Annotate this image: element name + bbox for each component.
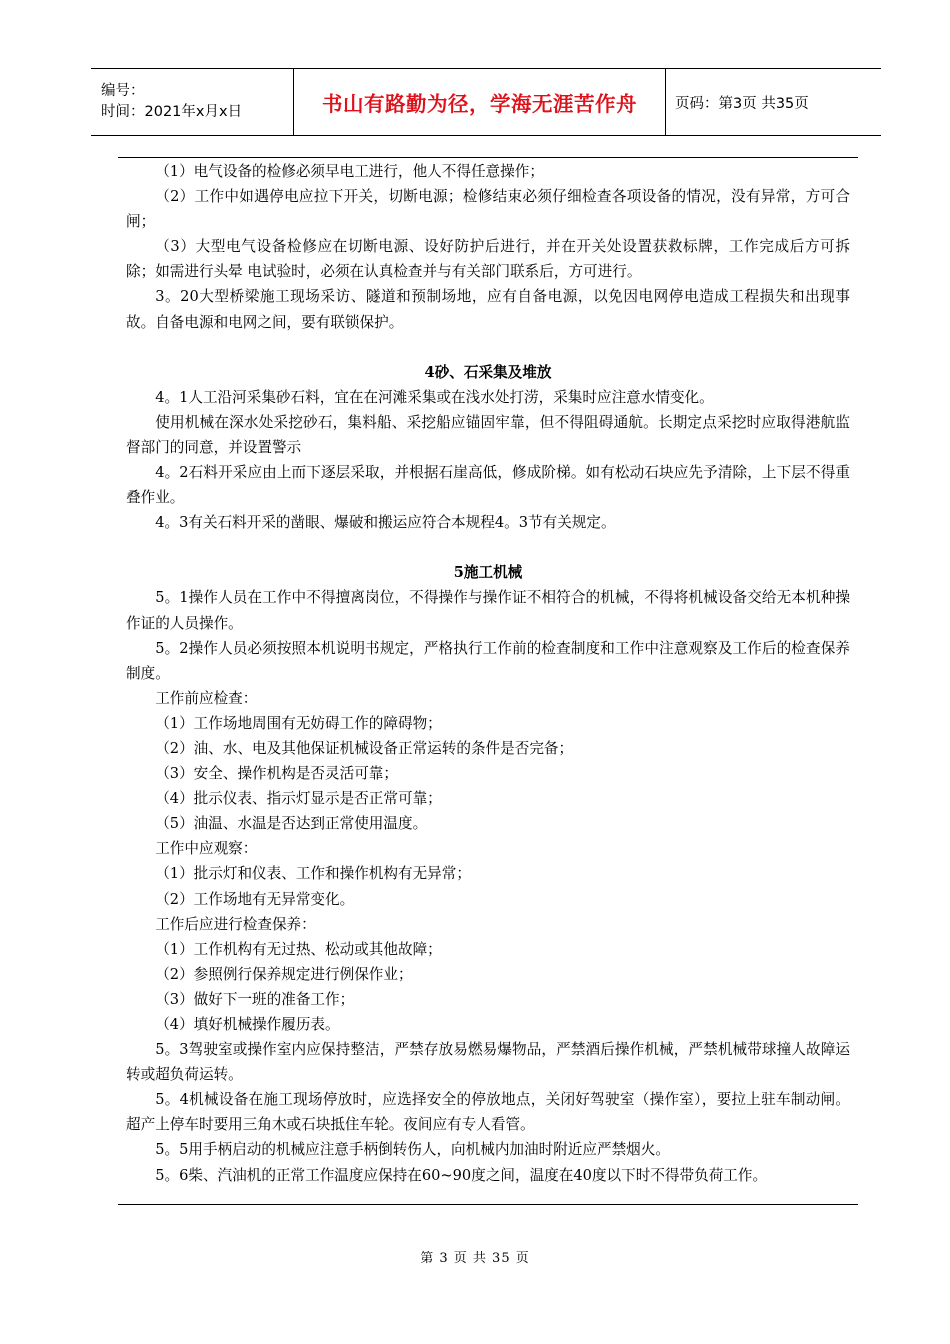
paragraph: 5。2操作人员必须按照本机说明书规定，严格执行工作前的检查制度和工作中注意观察及工作后的检查保养制度。 [126, 639, 850, 682]
list-item: （3）安全、操作机构是否灵活可靠； [155, 765, 398, 783]
bottom-rule [118, 1204, 858, 1205]
list-label-before: 工作前应检查： [155, 689, 258, 707]
section-heading-4: 4砂、石采集及堆放 [424, 363, 552, 381]
paragraph: 5。5用手柄启动的机械应注意手柄倒转伤人，向机械内加油时附近应严禁烟火。 [155, 1141, 670, 1159]
header-motto-cell [293, 69, 666, 135]
list-item: （5）油温、水温是否达到正常使用温度。 [155, 815, 428, 833]
paragraph: 5。1操作人员在工作中不得擅离岗位，不得操作与操作证不相符合的机械，不得将机械设备交给无本机种操作证的人员操作。 [126, 589, 850, 632]
header-motto: 书山有路勤为径，学海无涯苦作舟 [322, 92, 637, 116]
paragraph: 4。3有关石料开采的凿眼、爆破和搬运应符合本规程4。3节有关规定。 [155, 514, 616, 532]
list-item: （1）工作机构有无过热、松动或其他故障； [155, 940, 442, 958]
list-item: （2）油、水、电及其他保证机械设备正常运转的条件是否完备； [155, 739, 574, 757]
section-heading-5: 5施工机械 [453, 564, 523, 582]
paragraph: （2）工作中如遇停电应拉下开关，切断电源；检修结束必须仔细检查各项设备的情况，没有异常，方可合闸； [126, 188, 850, 231]
list-label-after: 工作后应进行检查保养： [155, 915, 316, 933]
list-item: （1）工作场地周围有无妨碍工作的障碍物； [155, 714, 442, 732]
header-page-info: 页码：第3页 共35页 [675, 95, 809, 112]
page-header [91, 68, 881, 136]
list-item: （4）填好机械操作履历表。 [155, 1016, 340, 1033]
top-rule [118, 157, 858, 158]
list-item: （2）工作场地有无异常变化。 [155, 890, 355, 908]
paragraph: 3。20大型桥梁施工现场采访、隧道和预制场地，应有自备电源，以免因电网停电造成工程损失和出现事故。自备电源和电网之间，要有联锁保护。 [126, 288, 850, 331]
list-item: （3）做好下一班的准备工作； [155, 990, 355, 1008]
list-label-during: 工作中应观察： [155, 840, 258, 858]
paragraph: 5。3驾驶室或操作室内应保持整洁，严禁存放易燃易爆物品，严禁酒后操作机械，严禁机械带球撞人故障运转或超负荷运转。 [126, 1041, 850, 1084]
paragraph: （3）大型电气设备检修应在切断电源、设好防护后进行，并在开关处设置获救标牌，工作完成后方可拆除；如需进行头晕 电试验时，必须在认真检查并与有关部门联系后，方可进行。 [126, 238, 850, 281]
paragraph: 4。2石料开采应由上而下逐层采取，并根据石崖高低，修成阶梯。如有松动石块应先予清除，上下层不得重叠作业。 [126, 464, 850, 507]
paragraph: 4。1人工沿河采集砂石料，宜在在河滩采集或在浅水处打涝，采集时应注意水情变化。 [155, 388, 714, 406]
paragraph: 使用机械在深水处采挖砂石，集料船、采挖船应锚固牢靠，但不得阻碍通航。长期定点采挖时应取得港航监督部门的同意，并设置警示 [126, 413, 850, 456]
list-item: （4）批示仪表、指示灯显示是否正常可靠； [155, 790, 442, 808]
paragraph: 5。6柴、汽油机的正常工作温度应保持在60~90度之间，温度在40度以下时不得带负荷工作。 [155, 1166, 768, 1184]
list-item: （2）参照例行保养规定进行例保作业； [155, 965, 413, 983]
page-footer: 第 3 页 共 35 页 [420, 1251, 530, 1266]
document-time: 时间：2021年x月x日 [101, 104, 243, 120]
document-body [126, 159, 850, 1188]
paragraph: 5。4机械设备在施工现场停放时，应选择安全的停放地点，关闭好驾驶室（操作室），要拉上驻车制动闸。超产上停车时要用三角木或石块抵住车轮。夜间应有专人看管。 [126, 1091, 850, 1134]
paragraph: （1）电气设备的检修必须早电工进行，他人不得任意操作； [155, 163, 544, 180]
document-number-label: 编号： [101, 83, 145, 99]
header-meta [91, 69, 293, 135]
list-item: （1）批示灯和仪表、工作和操作机构有无异常； [155, 865, 471, 883]
